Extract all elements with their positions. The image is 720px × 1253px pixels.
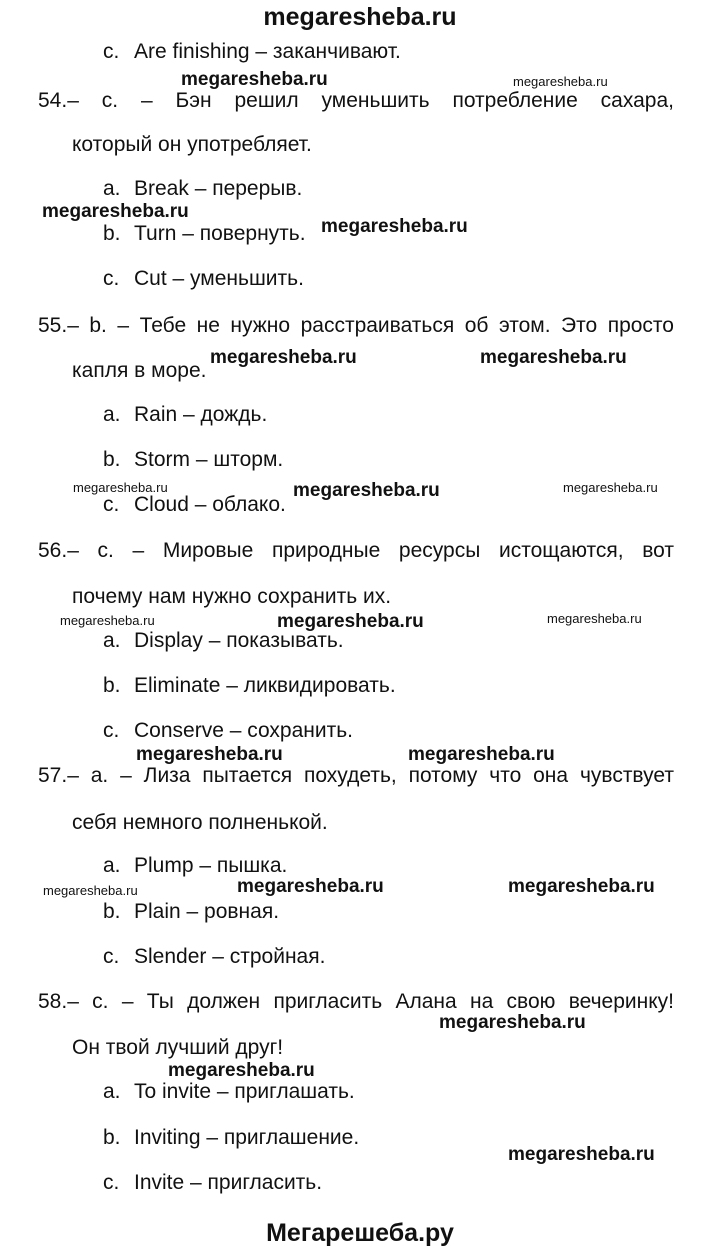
watermark: megaresheba.ru	[508, 876, 655, 897]
option-letter: c.	[103, 1171, 120, 1194]
option-text: Rain – дождь.	[134, 403, 268, 426]
option-letter: b.	[103, 900, 121, 923]
option-line	[103, 176, 302, 202]
option-line	[103, 944, 325, 970]
question-55-continuation: капля в море.	[72, 359, 207, 382]
option-line	[103, 221, 306, 247]
option-letter: c.	[103, 493, 120, 516]
watermark: megaresheba.ru	[408, 744, 555, 765]
question-54: 54.– c. – Бэн решил уменьшить потребление сахара,	[38, 89, 674, 112]
watermark: megaresheba.ru	[168, 1060, 315, 1081]
option-text: Are finishing – заканчивают.	[134, 40, 401, 63]
option-line	[103, 673, 396, 699]
watermark: megaresheba.ru	[210, 347, 357, 368]
option-letter: b.	[103, 674, 121, 697]
option-text: Storm – шторм.	[134, 448, 284, 471]
question-56-continuation: почему нам нужно сохранить их.	[72, 585, 392, 608]
option-text: Display – показывать.	[134, 629, 344, 652]
question-56: 56.– c. – Мировые природные ресурсы истощаются, вот	[38, 539, 674, 562]
watermark: megaresheba.ru	[480, 347, 627, 368]
option-line	[103, 492, 286, 518]
option-text: Turn – повернуть.	[134, 222, 306, 245]
watermark: megaresheba.ru	[321, 216, 468, 237]
option-line	[103, 1079, 355, 1105]
question-58-continuation: Он твой лучший друг!	[72, 1036, 284, 1059]
option-text: Plain – ровная.	[134, 900, 280, 923]
option-letter: a.	[103, 403, 121, 426]
question-58: 58.– c. – Ты должен пригласить Алана на свою вечеринку!	[38, 990, 674, 1013]
option-line	[103, 1170, 322, 1196]
watermark: megaresheba.ru	[293, 480, 440, 501]
option-letter: c.	[103, 945, 120, 968]
option-letter: a.	[103, 177, 121, 200]
watermark: megaresheba.ru	[513, 74, 608, 89]
watermark: megaresheba.ru	[547, 611, 642, 626]
question-54-continuation: который он употребляет.	[72, 133, 312, 156]
site-footer: Мегарешеба.ру	[266, 1219, 454, 1247]
question-55: 55.– b. – Тебе не нужно расстраиваться об этом. Это просто	[38, 314, 674, 337]
option-letter: c.	[103, 719, 120, 742]
option-text: Conserve – сохранить.	[134, 719, 353, 742]
option-letter: b.	[103, 222, 121, 245]
watermark: megaresheba.ru	[181, 69, 328, 90]
option-letter: a.	[103, 1080, 121, 1103]
option-text: Cut – уменьшить.	[134, 267, 304, 290]
option-letter: a.	[103, 629, 121, 652]
watermark: megaresheba.ru	[42, 201, 189, 222]
question-57: 57.– a. – Лиза пытается похудеть, потому что она чувствует	[38, 764, 674, 787]
option-letter: c.	[103, 267, 120, 290]
option-text: Cloud – облако.	[134, 493, 286, 516]
option-line	[103, 266, 304, 292]
option-text: Inviting – приглашение.	[134, 1126, 360, 1149]
watermark: megaresheba.ru	[439, 1012, 586, 1033]
option-text: Slender – стройная.	[134, 945, 326, 968]
option-line	[103, 1125, 359, 1151]
option-line	[103, 718, 353, 744]
watermark: megaresheba.ru	[277, 611, 424, 632]
option-line	[103, 447, 283, 473]
option-text: Plump – пышка.	[134, 854, 288, 877]
watermark: megaresheba.ru	[237, 876, 384, 897]
option-letter: a.	[103, 854, 121, 877]
watermark: megaresheba.ru	[136, 744, 283, 765]
question-57-continuation: себя немного полненькой.	[72, 811, 328, 834]
site-header: megaresheba.ru	[263, 3, 457, 31]
watermark: megaresheba.ru	[508, 1144, 655, 1165]
option-letter: b.	[103, 448, 121, 471]
option-letter: b.	[103, 1126, 121, 1149]
watermark: megaresheba.ru	[43, 883, 138, 898]
option-text: To invite – приглашать.	[134, 1080, 355, 1103]
watermark: megaresheba.ru	[60, 613, 155, 628]
option-text: Invite – пригласить.	[134, 1171, 323, 1194]
option-line	[103, 39, 401, 65]
option-line	[103, 899, 279, 925]
watermark: megaresheba.ru	[563, 480, 658, 495]
option-text: Eliminate – ликвидировать.	[134, 674, 396, 697]
option-line	[103, 402, 267, 428]
watermark: megaresheba.ru	[73, 480, 168, 495]
option-text: Break – перерыв.	[134, 177, 303, 200]
option-letter: c.	[103, 40, 120, 63]
